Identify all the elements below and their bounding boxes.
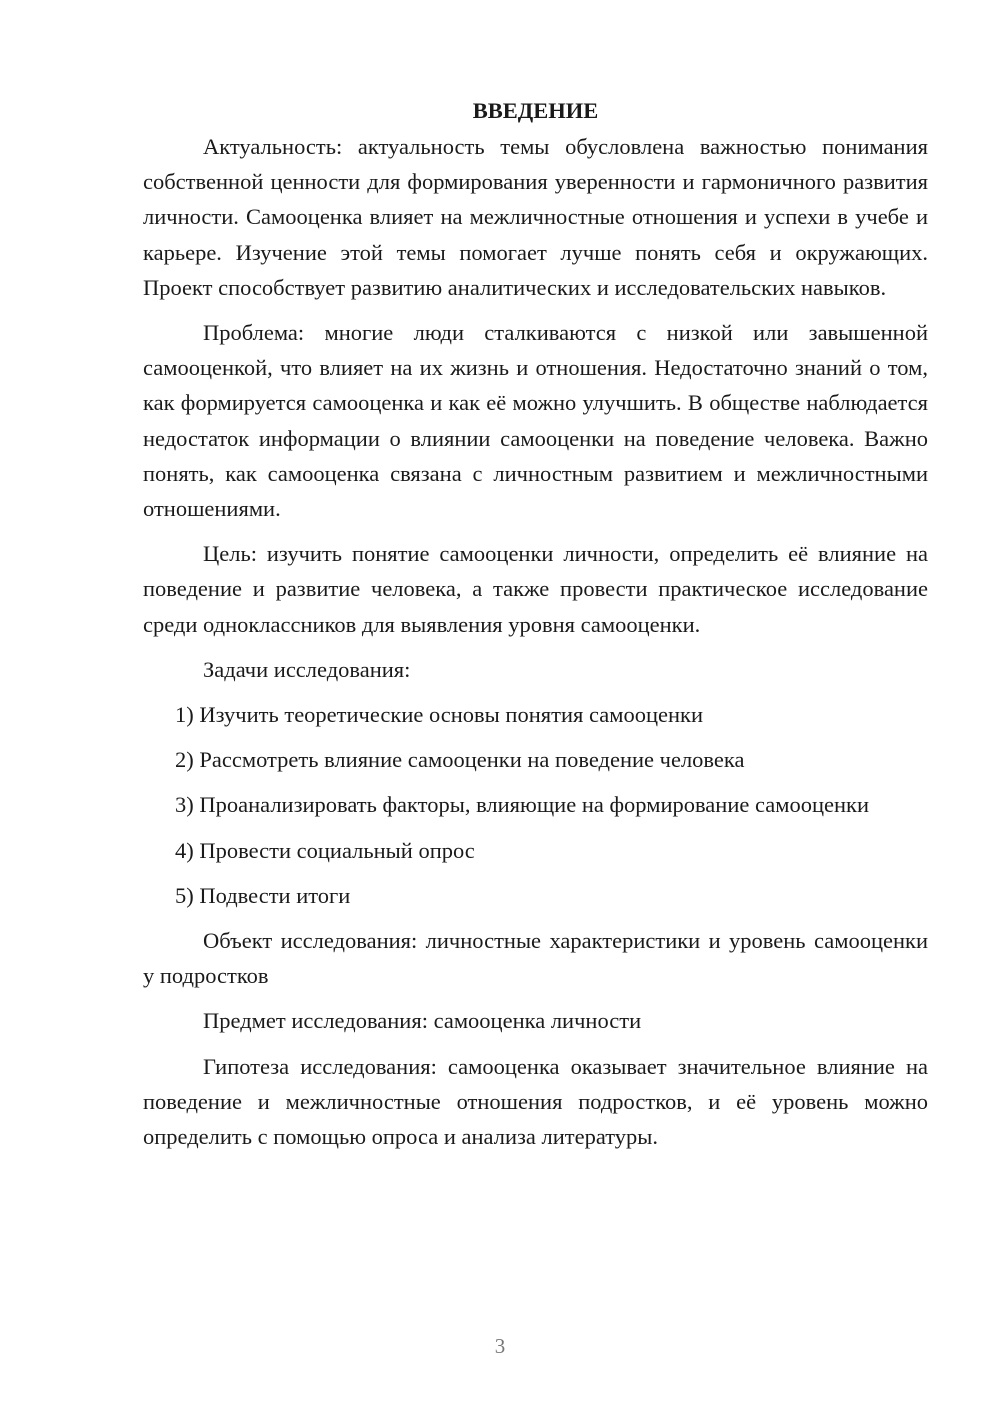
object-paragraph: Объект исследования: личностные характеристики и уровень самооценки у подростков: [143, 928, 928, 989]
task-item-1: 1) Изучить теоретические основы понятия самооценки: [175, 702, 703, 728]
task-item-4: 4) Провести социальный опрос: [175, 837, 475, 863]
subject-paragraph: Предмет исследования: самооценка личности: [203, 1008, 642, 1034]
problem-paragraph: Проблема: многие люди сталкиваются с низкой или завышенной самооценкой, что влияет на их жизнь и отношения. Недостаточно знаний о том, как формируется самооценка и как её можно улучшить. В обществе наблюдается недостаток информации о влиянии самооценки на поведение человека. Важно понять, как самооценка связана с личностным развитием и межличностными отношениями.: [143, 320, 928, 522]
hypothesis-paragraph: Гипотеза исследования: самооценка оказывает значительное влияние на поведение и межличностные отношения подростков, и её уровень можно определить с помощью опроса и анализа литературы.: [143, 1053, 928, 1150]
goal-paragraph: Цель: изучить понятие самооценки личности, определить её влияние на поведение и развитие человека, а также провести практическое исследование среди одноклассников для выявления уровня самооценки.: [143, 541, 928, 637]
relevance-paragraph: Актуальность: актуальность темы обусловлена важностью понимания собственной ценности для формирования уверенности и гармоничного развития личности. Самооценка влияет на межличностные отношения и успехи в учебе и карьере. Изучение этой темы помогает лучше понять себя и окружающих. Проект способствует развитию аналитических и исследовательских навыков.: [143, 134, 928, 300]
task-item-3: 3) Проанализировать факторы, влияющие на формирование самооценки: [175, 792, 870, 818]
section-title: ВВЕДЕНИЕ: [472, 98, 599, 123]
page-body: [143, 93, 928, 1164]
task-item-5: 5) Подвести итоги: [175, 882, 351, 908]
tasks-heading: Задачи исследования:: [203, 656, 411, 682]
page-number: 3: [494, 1334, 506, 1358]
task-item-2: 2) Рассмотреть влияние самооценки на поведение человека: [175, 747, 745, 773]
